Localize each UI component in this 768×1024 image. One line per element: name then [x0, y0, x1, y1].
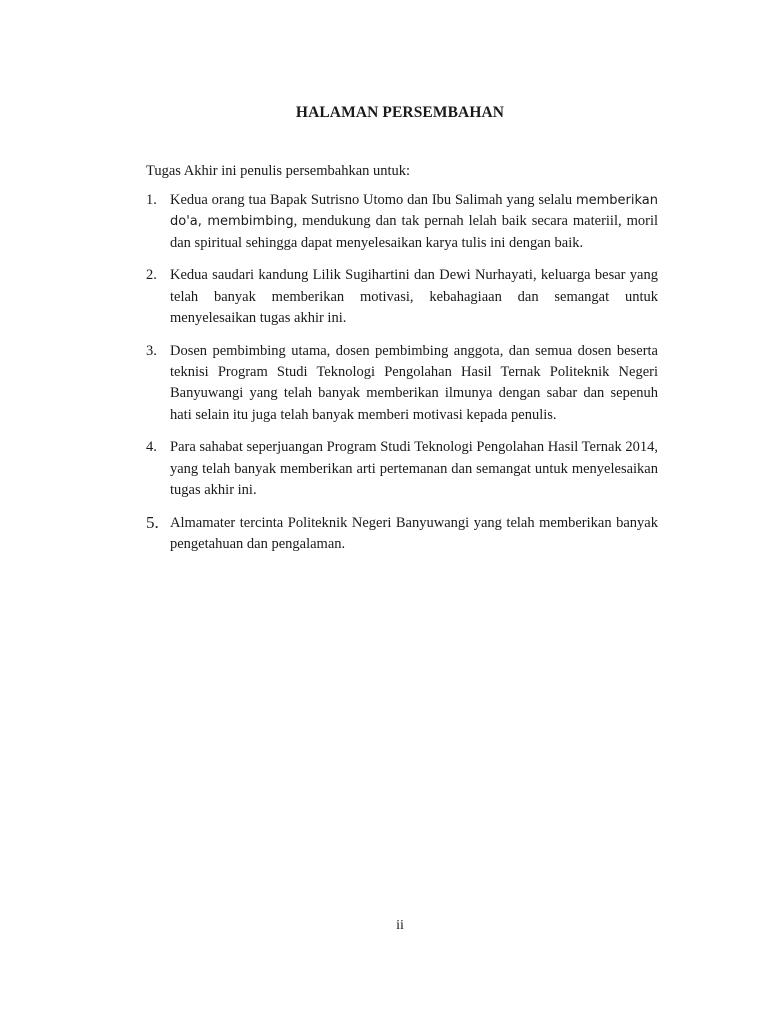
page-number: ii [396, 918, 404, 933]
list-item [146, 341, 658, 426]
list-item-text-part: , mendukung dan tak pernah lelah baik secara materiil, moril dan spiritual sehingga dapat menyelesaikan karya tulis ini dengan baik. [170, 213, 659, 251]
list-item [146, 437, 658, 501]
list-item [146, 265, 658, 329]
list-item [146, 190, 658, 254]
list-item-text-part: Kedua orang tua Bapak Sutrisno Utomo dan Ibu Salimah yang selalu [170, 192, 573, 208]
list-item-text [170, 190, 658, 254]
list-item-number: 3. [146, 342, 157, 359]
list-item-text: Para sahabat seperjuangan Program Studi Teknologi Pengolahan Hasil Ternak 2014, yang telah banyak memberikan arti pertemanan dan semangat untuk menyelesaikan tugas akhir ini. [170, 439, 658, 499]
dedication-list [146, 190, 658, 567]
list-item-text: Kedua saudari kandung Lilik Sugihartini dan Dewi Nurhayati, keluarga besar yang telah banyak memberikan motivasi, kebahagiaan dan semangat untuk menyelesaikan tugas akhir ini. [170, 267, 658, 326]
list-item-number: 2. [146, 267, 157, 284]
list-item-text-part-sans: memberikan do'a, membimbing [170, 193, 658, 230]
list-item-text: Almamater tercinta Politeknik Negeri Banyuwangi yang telah memberikan banyak pengetahuan dan pengalaman. [170, 514, 658, 553]
list-item-number: 4. [146, 439, 157, 456]
list-item-text: Dosen pembimbing utama, dosen pembimbing anggota, dan semua dosen beserta teknisi Program Studi Teknologi Pengolahan Hasil Ternak Politeknik Negeri Banyuwangi yang telah banyak memberikan ilmunya dengan sabar dan sepenuh hati selain itu juga telah banyak memberi motivasi kepada penulis. [170, 342, 658, 423]
list-item-number: 1. [146, 192, 157, 208]
page-title: HALAMAN PERSEMBAHAN [295, 104, 505, 121]
list-item [146, 513, 658, 556]
list-item-number: 5. [146, 512, 159, 532]
intro-text: Tugas Akhir ini penulis persembahkan untuk: [146, 163, 411, 179]
